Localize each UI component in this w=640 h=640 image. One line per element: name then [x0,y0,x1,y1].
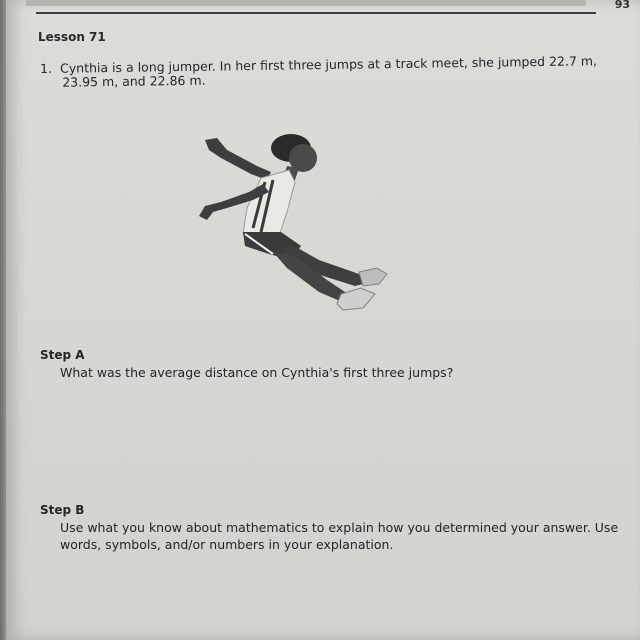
jumper-back-arm [205,138,271,180]
problem-statement [40,54,620,90]
problem-number: 1. [39,60,53,76]
worksheet-page [6,0,640,640]
lesson-title: Lesson 71 [38,30,106,44]
step-b-instruction-line-1: Use what you know about mathematics to explain how you determined your answer. Use [60,520,619,535]
step-b [40,503,630,553]
step-a [40,348,630,381]
jumper-back-shoe [359,268,387,286]
step-b-instruction-line-2: words, symbols, and/or numbers in your explanation. [60,537,394,552]
header-strip [26,0,586,6]
step-b-label: Step B [40,503,85,517]
problem-line-1: Cynthia is a long jumper. In her first three jumps at a track meet, she jumped 22.7 m, [59,53,598,76]
long-jumper-illustration [191,128,396,318]
header-rule [36,12,596,14]
step-a-question: What was the average distance on Cynthia's first three jumps? [60,365,454,380]
page-number: 93 [614,0,630,11]
step-a-label: Step A [40,348,85,362]
problem-line-2: 23.95 m, and 22.86 m. [62,72,206,90]
